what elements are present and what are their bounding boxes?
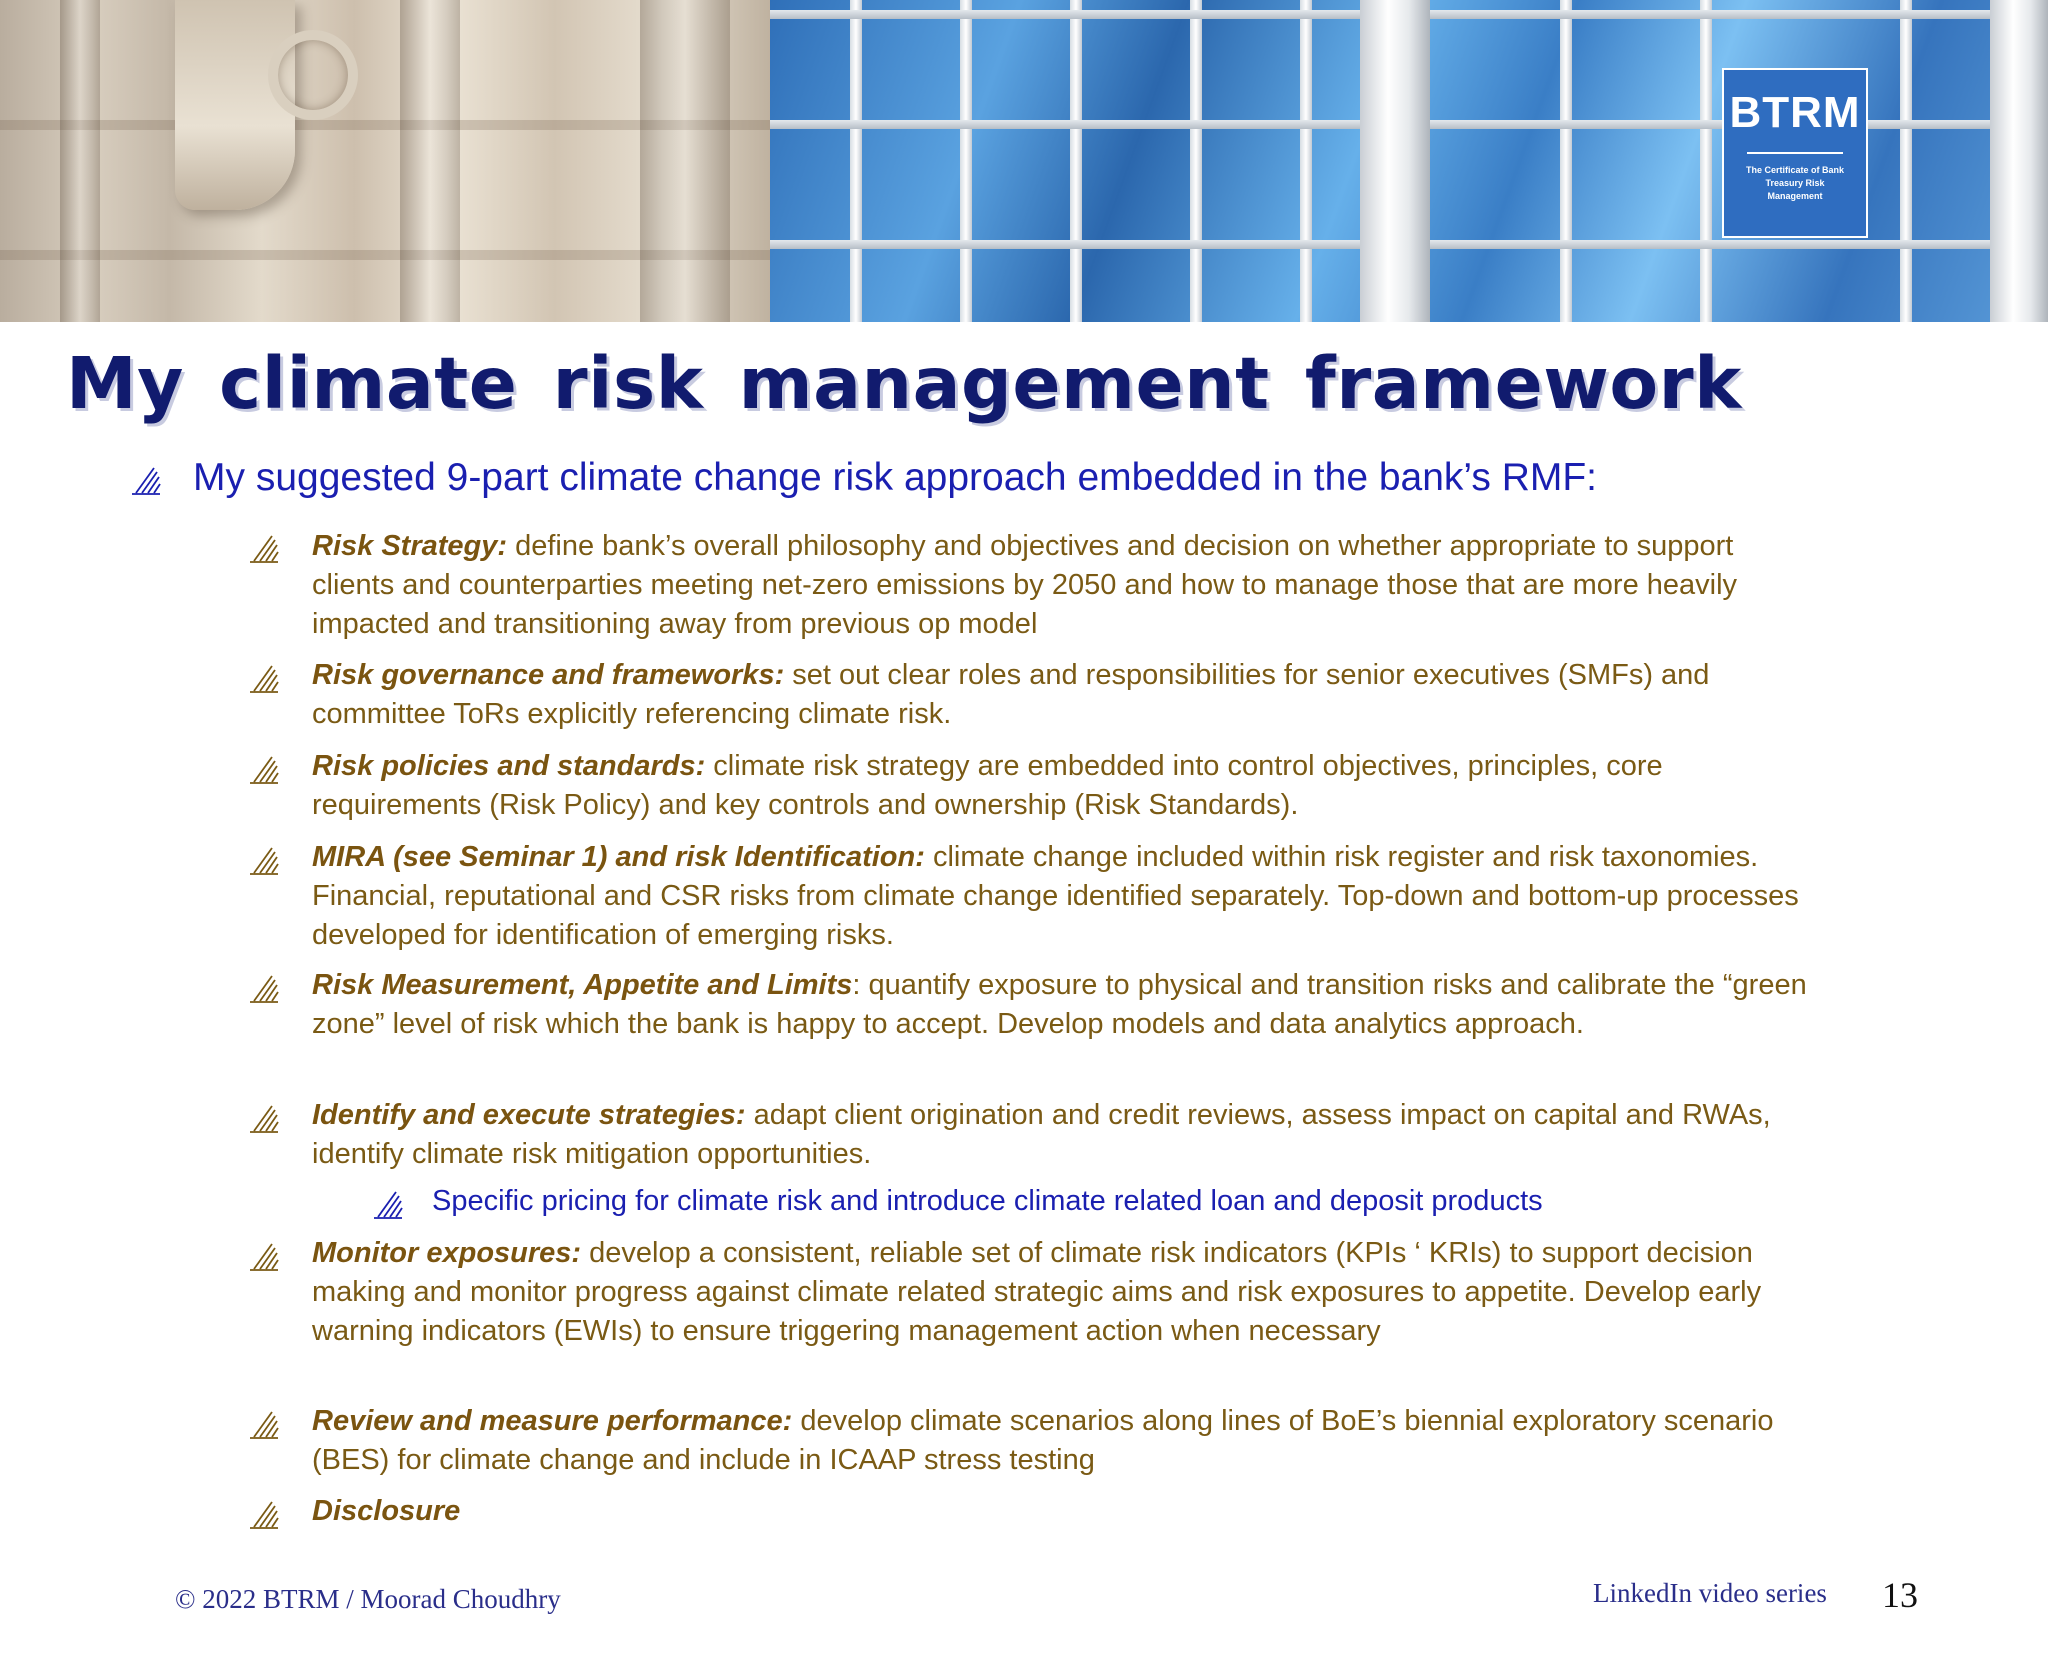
window-mullion: [1070, 0, 1082, 322]
sub-item-pricing: Specific pricing for climate risk and introduce climate related loan and deposit products: [432, 1185, 1543, 1217]
list-item-risk-strategy: [312, 527, 1812, 644]
window-mullion: [1900, 0, 1912, 322]
logo-divider: [1747, 152, 1843, 154]
list-item-disclosure: [312, 1492, 1812, 1531]
item-term: Risk governance and frameworks:: [312, 659, 785, 691]
hatched-triangle-bullet-icon: [248, 532, 280, 564]
item-description: develop a consistent, reliable set of climate risk indicators (KPIs ‘ KRIs) to support decision making and monitor progress against climate related strategic aims and risk exposures to appetite. Develop early warning indicators (EWIs) to ensure triggering management action when necessary: [312, 1237, 1762, 1347]
item-term: Risk policies and standards:: [312, 750, 706, 782]
item-term: Monitor exposures:: [312, 1237, 582, 1269]
item-description: climate change included within risk register and risk taxonomies. Financial, reputational and CSR risks from climate change identified separately. Top-down and bottom-up processes developed for identification of emerging risks.: [312, 841, 1799, 951]
hatched-triangle-bullet-icon: [248, 1498, 280, 1530]
item-term: MIRA (see Seminar 1) and risk Identification:: [312, 841, 925, 873]
logo-wordmark: BTRM: [1729, 88, 1861, 137]
hatched-triangle-bullet-icon: [248, 1102, 280, 1134]
item-term: Disclosure: [312, 1495, 461, 1527]
window-mullion: [1700, 0, 1712, 322]
hatched-triangle-bullet-icon: [248, 753, 280, 785]
hatched-triangle-bullet-icon: [372, 1188, 404, 1220]
item-term: Risk Measurement, Appetite and Limits: [312, 969, 853, 1001]
hatched-triangle-bullet-icon: [248, 1240, 280, 1272]
window-mullion: [960, 0, 972, 322]
item-description: adapt client origination and credit reviews, assess impact on capital and RWAs, identify climate risk mitigation opportunities.: [312, 1099, 1771, 1170]
item-term: Review and measure performance:: [312, 1405, 793, 1437]
hatched-triangle-bullet-icon: [130, 464, 162, 496]
window-mullion: [1190, 0, 1202, 322]
list-item-monitor-exposures: [312, 1234, 1812, 1351]
hatched-triangle-bullet-icon: [248, 1408, 280, 1440]
item-description: develop climate scenarios along lines of BoE’s biennial exploratory scenario (BES) for climate change and include in ICAAP stress testing: [312, 1405, 1774, 1476]
stone-pilaster: [400, 0, 460, 322]
slide-title: My climate risk management framework: [66, 342, 1742, 425]
item-term: Identify and execute strategies:: [312, 1099, 746, 1131]
stone-pilaster: [640, 0, 730, 322]
page-number: 13: [1882, 1575, 1918, 1615]
footer-series-label: LinkedIn video series: [1593, 1578, 1827, 1608]
header-photo-banner: [0, 0, 2048, 322]
btrm-logo: [1722, 68, 1868, 238]
item-description: define bank’s overall philosophy and objectives and decision on whether appropriate to support clients and counterparties meeting net-zero emissions by 2050 and how to manage those that are more heavily impacted and transitioning away from previous op model: [312, 530, 1738, 640]
list-item-mira-risk-identification: [312, 838, 1812, 955]
window-mullion: [1560, 0, 1572, 322]
item-term: Risk Strategy:: [312, 530, 508, 562]
hatched-triangle-bullet-icon: [248, 844, 280, 876]
list-item-identify-strategies: [312, 1096, 1812, 1174]
window-mullion: [850, 0, 862, 322]
building-column: [1360, 0, 1430, 322]
bracket-scroll: [268, 30, 358, 120]
item-description: : quantify exposure to physical and transition risks and calibrate the “green zone” level of risk which the bank is happy to accept. Develop models and data analytics approach.: [312, 969, 1807, 1040]
logo-tagline: The Certificate of Bank Treasury Risk Management: [1745, 165, 1845, 201]
building-column: [1990, 0, 2048, 322]
footer-copyright: © 2022 BTRM / Moorad Choudhry: [175, 1584, 561, 1614]
hatched-triangle-bullet-icon: [248, 662, 280, 694]
stone-pilaster: [60, 0, 100, 322]
lead-bullet-text: My suggested 9-part climate change risk approach embedded in the bank’s RMF:: [193, 456, 1598, 499]
list-item-risk-measurement: [312, 966, 1812, 1044]
item-description: climate risk strategy are embedded into control objectives, principles, core requirements (Risk Policy) and key controls and ownership (Risk Standards).: [312, 750, 1663, 821]
hatched-triangle-bullet-icon: [248, 972, 280, 1004]
window-mullion: [1300, 0, 1312, 322]
list-item-risk-policies: [312, 747, 1812, 825]
list-item-review-performance: [312, 1402, 1812, 1480]
stone-bracket: [175, 0, 295, 210]
item-description: set out clear roles and responsibilities for senior executives (SMFs) and committee ToRs explicitly referencing climate risk.: [312, 659, 1710, 730]
list-item-risk-governance: [312, 656, 1812, 734]
